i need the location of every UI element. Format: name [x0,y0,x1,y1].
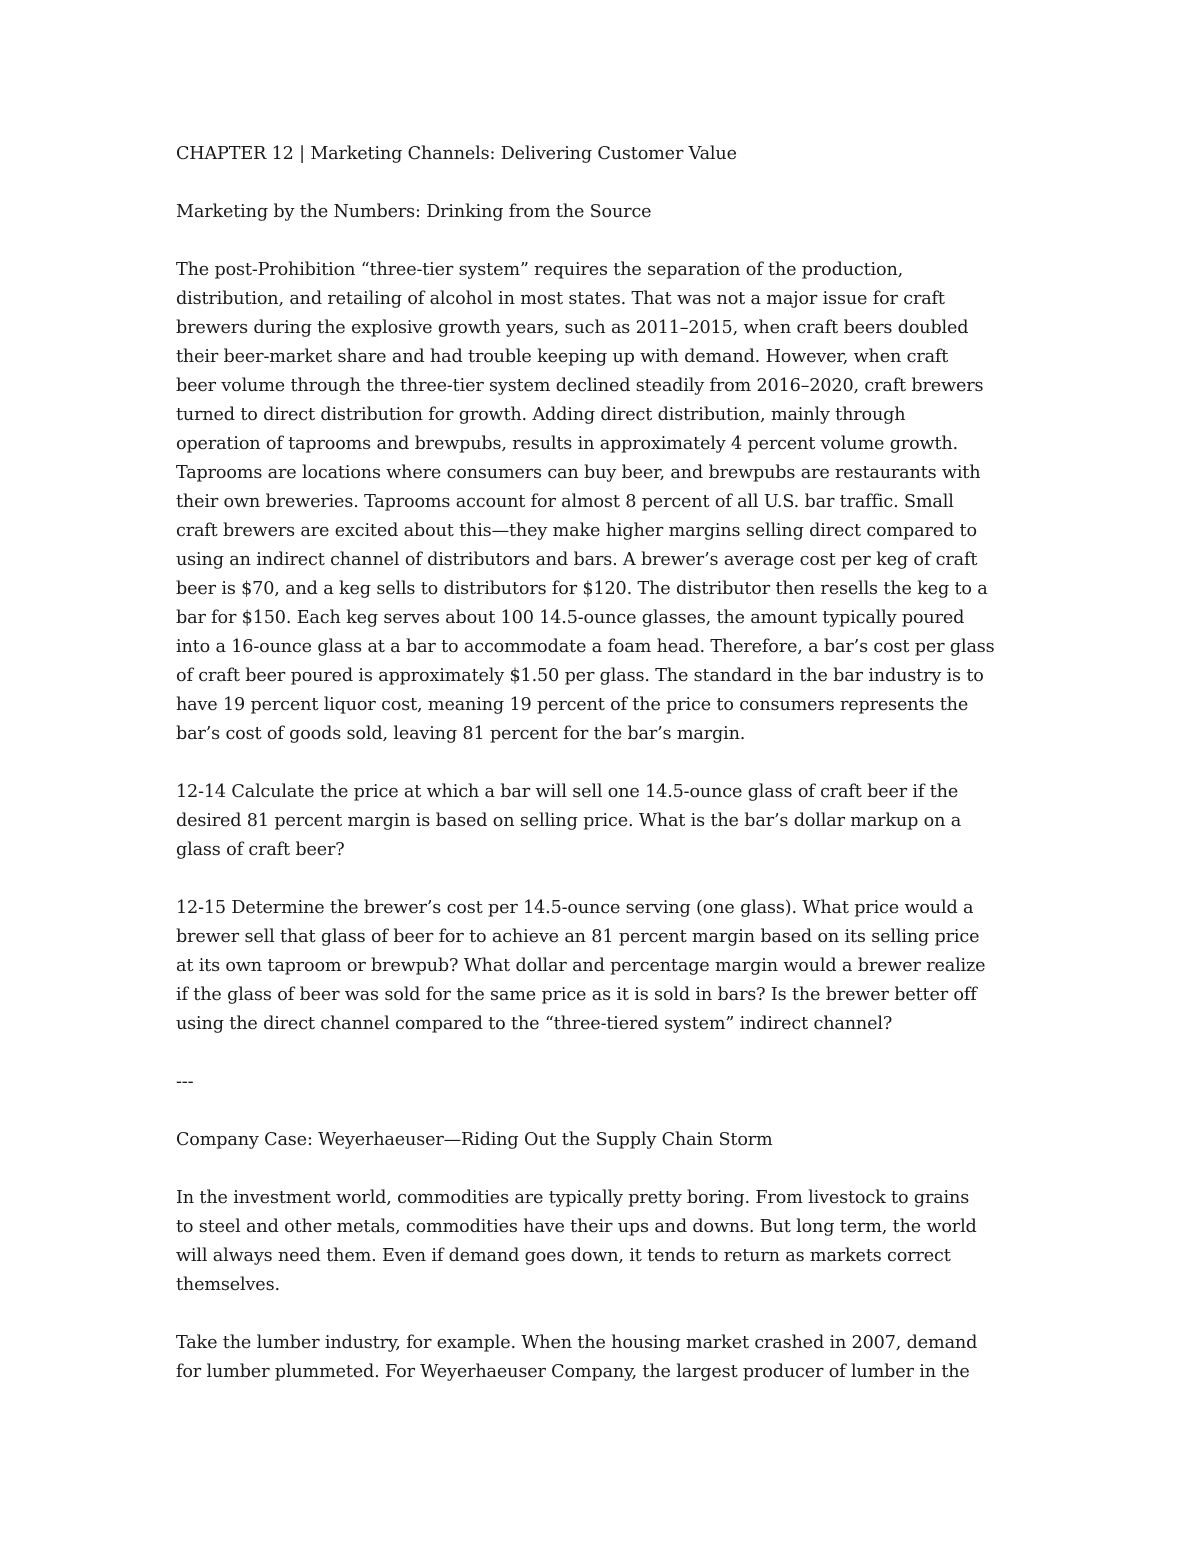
text-line: have 19 percent liquor cost, meaning 19 percent of the price to consumers represents the [176,695,969,715]
text-line: bar’s cost of goods sold, leaving 81 percent for the bar’s margin. [176,724,746,744]
text-line: Company Case: Weyerhaeuser—Riding Out the Supply Chain Storm [176,1130,773,1150]
text-line: glass of craft beer? [176,840,345,860]
text-line: turned to direct distribution for growth. Adding direct distribution, mainly through [176,405,906,425]
text-line: to steel and other metals, commodities have their ups and downs. But long term, the world [176,1217,977,1237]
text-line: for lumber plummeted. For Weyerhaeuser Company, the largest producer of lumber in the [176,1362,970,1382]
case-paragraph-2 [176,1329,1036,1387]
text-line: will always need them. Even if demand goes down, it tends to return as markets correct [176,1246,951,1266]
text-line: beer is $70, and a keg sells to distributors for $120. The distributor then resells the keg to a [176,579,988,599]
text-line: --- [176,1072,194,1092]
intro-paragraph [176,256,1036,749]
text-line: themselves. [176,1275,280,1295]
text-line: at its own taproom or brewpub? What dollar and percentage margin would a brewer realize [176,956,986,976]
text-line: their beer-market share and had trouble keeping up with demand. However, when craft [176,347,949,367]
text-line: 12-15 Determine the brewer’s cost per 14.5-ounce serving (one glass). What price would a [176,898,974,918]
text-line: The post-Prohibition “three-tier system” requires the separation of the production, [176,260,904,280]
text-line: bar for $150. Each keg serves about 100 14.5-ounce glasses, the amount typically poured [176,608,965,628]
text-line: into a 16-ounce glass at a bar to accommodate a foam head. Therefore, a bar’s cost per glass [176,637,995,657]
text-line: Marketing by the Numbers: Drinking from the Source [176,202,652,222]
case-paragraph-1 [176,1184,1036,1300]
text-line: In the investment world, commodities are typically pretty boring. From livestock to grains [176,1188,970,1208]
text-line: desired 81 percent margin is based on selling price. What is the bar’s dollar markup on a [176,811,962,831]
question-12-15 [176,894,1036,1039]
chapter-heading [176,140,1036,169]
text-line: craft brewers are excited about this—they make higher margins selling direct compared to [176,521,977,541]
question-12-14 [176,778,1036,865]
text-line: if the glass of beer was sold for the same price as it is sold in bars? Is the brewer better off [176,985,977,1005]
document-page [176,140,1036,1416]
section-heading [176,198,1036,227]
text-line: Take the lumber industry, for example. When the housing market crashed in 2007, demand [176,1333,978,1353]
text-line: operation of taprooms and brewpubs, results in approximately 4 percent volume growth. [176,434,958,454]
text-line: 12-14 Calculate the price at which a bar will sell one 14.5-ounce glass of craft beer if the [176,782,959,802]
text-line: CHAPTER 12 | Marketing Channels: Delivering Customer Value [176,144,737,164]
text-line: distribution, and retailing of alcohol in most states. That was not a major issue for craft [176,289,945,309]
text-line: their own breweries. Taprooms account for almost 8 percent of all U.S. bar traffic. Small [176,492,954,512]
section-separator [176,1068,1036,1097]
text-line: brewers during the explosive growth years, such as 2011–2015, when craft beers doubled [176,318,969,338]
text-line: brewer sell that glass of beer for to achieve an 81 percent margin based on its selling price [176,927,980,947]
text-line: using the direct channel compared to the “three-tiered system” indirect channel? [176,1014,893,1034]
text-line: Taprooms are locations where consumers can buy beer, and brewpubs are restaurants with [176,463,981,483]
text-line: beer volume through the three-tier system declined steadily from 2016–2020, craft brewers [176,376,984,396]
case-heading [176,1126,1036,1155]
text-line: of craft beer poured is approximately $1.50 per glass. The standard in the bar industry is to [176,666,984,686]
text-line: using an indirect channel of distributors and bars. A brewer’s average cost per keg of craft [176,550,978,570]
